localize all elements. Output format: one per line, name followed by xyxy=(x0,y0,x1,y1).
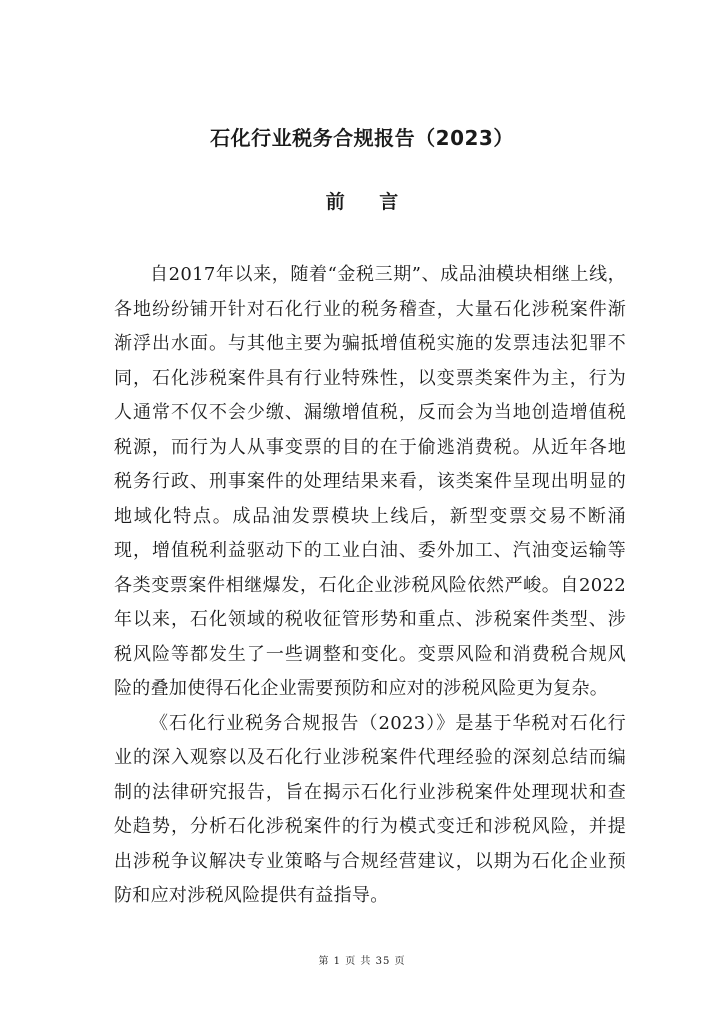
document-title: 石化行业税务合规报告（2023） xyxy=(210,126,514,150)
paragraph-1: 自2017年以来，随着“金税三期”、成品油模块相继上线，各地纷纷铺开针对石化行业的税务稽查，大量石化涉税案件渐渐浮出水面。与其他主要为骗抵增值税实施的发票违法犯罪不同，石化涉税案件具有行业特殊性，以变票类案件为主，行为人通常不仅不会少缴、漏缴增值税，反而会为当地创造增值税税源，而行为人从事变票的目的在于偷逃消费税。从近年各地税务行政、刑事案件的处理结果来看，该类案件呈现出明显的地域化特点。成品油发票模块上线后，新型变票交易不断涌现，增值税利益驱动下的工业白油、委外加工、汽油变运输等各类变票案件相继爆发，石化企业涉税风险依然严峻。自2022年以来，石化领域的税收征管形势和重点、涉税案件类型、涉税风险等都发生了一些调整和变化。变票风险和消费税合规风险的叠加使得石化企业需要预防和应对的涉税风险更为复杂。 xyxy=(114,264,626,699)
paragraph-2: 《石化行业税务合规报告（2023）》是基于华税对石化行业的深入观察以及石化行业涉税案件代理经验的深刻总结而编制的法律研究报告，旨在揭示石化行业涉税案件处理现状和查处趋势，分析石化涉税案件的行为模式变迁和涉税风险，并提出涉税争议解决专业策略与合规经营建议，以期为石化企业预防和应对涉税风险提供有益指导。 xyxy=(114,712,626,906)
page-footer: 第 1 页 共 35 页 xyxy=(318,956,406,967)
body-text xyxy=(114,258,626,914)
section-heading: 前 言 xyxy=(325,191,413,213)
